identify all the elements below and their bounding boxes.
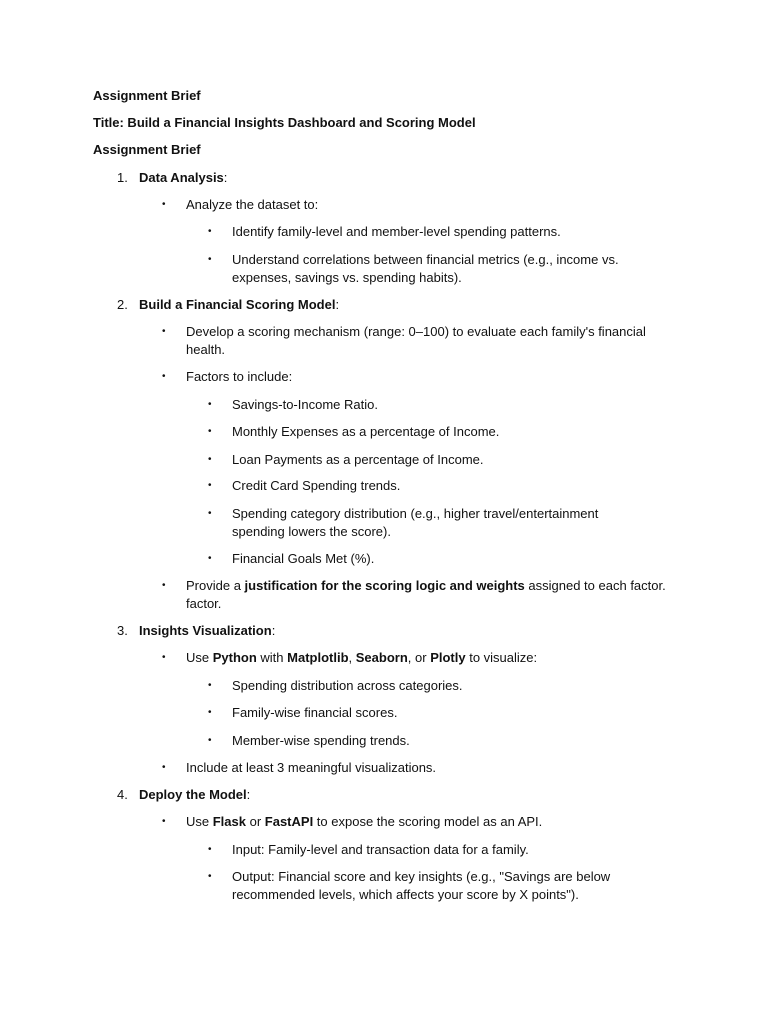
document-title: Title: Build a Financial Insights Dashboard and Scoring Model — [93, 115, 476, 130]
list-item: Use Python with Matplotlib, Seaborn, or Plotly to visualize: — [186, 650, 538, 665]
sub-list-item-line-2: recommended levels, which affects your score by X points"). — [232, 887, 579, 902]
sub-list-item: Monthly Expenses as a percentage of Income. — [232, 424, 500, 439]
bullet-glyph: • — [162, 580, 166, 591]
bullet-glyph: • — [208, 226, 212, 237]
bullet-glyph: • — [208, 553, 212, 564]
bullet-glyph: • — [208, 399, 212, 410]
section-heading: Build a Financial Scoring Model: — [139, 297, 340, 312]
bullet-glyph: • — [208, 480, 212, 491]
sub-list-item-line-1: Understand correlations between financial metrics (e.g., income vs. — [232, 252, 619, 267]
brief-label: Assignment Brief — [93, 88, 201, 103]
bullet-glyph: • — [208, 680, 212, 691]
sub-list-item: Savings-to-Income Ratio. — [232, 397, 378, 412]
bullet-glyph: • — [162, 371, 166, 382]
sub-list-item-line-1: Spending category distribution (e.g., higher travel/entertainment — [232, 506, 599, 521]
sub-list-item: Spending distribution across categories. — [232, 678, 463, 693]
list-item-line-1: Provide a justification for the scoring logic and weights assigned to each factor. — [186, 578, 666, 593]
section-number: 1. — [117, 170, 128, 185]
section-number: 2. — [117, 297, 128, 312]
bullet-glyph: • — [162, 199, 166, 210]
bullet-glyph: • — [208, 707, 212, 718]
sub-list-item-line-2: spending lowers the score). — [232, 524, 391, 539]
list-item: Factors to include: — [186, 369, 293, 384]
bullet-glyph: • — [162, 762, 166, 773]
bullet-glyph: • — [208, 844, 212, 855]
brief-label-2: Assignment Brief — [93, 142, 201, 157]
bullet-glyph: • — [208, 454, 212, 465]
section-heading: Data Analysis: — [139, 170, 228, 185]
bullet-glyph: • — [162, 326, 166, 337]
section-heading: Deploy the Model: — [139, 787, 251, 802]
bullet-glyph: • — [208, 871, 212, 882]
sub-list-item: Member-wise spending trends. — [232, 733, 410, 748]
list-item-line-1: Develop a scoring mechanism (range: 0–100) to evaluate each family's financial — [186, 324, 646, 339]
sub-list-item-line-1: Output: Financial score and key insights (e.g., "Savings are below — [232, 869, 611, 884]
section-heading: Insights Visualization: — [139, 623, 276, 638]
sub-list-item-line-2: expenses, savings vs. spending habits). — [232, 270, 462, 285]
list-item: Analyze the dataset to: — [186, 197, 319, 212]
bullet-glyph: • — [208, 254, 212, 265]
sub-list-item: Identify family-level and member-level spending patterns. — [232, 224, 561, 239]
sub-list-item: Credit Card Spending trends. — [232, 478, 401, 493]
bullet-glyph: • — [162, 816, 166, 827]
bullet-glyph: • — [208, 426, 212, 437]
section-number: 3. — [117, 623, 128, 638]
list-item-line-2: health. — [186, 342, 226, 357]
sub-list-item: Family-wise financial scores. — [232, 705, 398, 720]
section-number: 4. — [117, 787, 128, 802]
bullet-glyph: • — [162, 652, 166, 663]
sub-list-item: Input: Family-level and transaction data for a family. — [232, 842, 529, 857]
list-item: Use Flask or FastAPI to expose the scoring model as an API. — [186, 814, 543, 829]
sub-list-item: Financial Goals Met (%). — [232, 551, 375, 566]
bullet-glyph: • — [208, 508, 212, 519]
list-item: Include at least 3 meaningful visualizations. — [186, 760, 437, 775]
sub-list-item: Loan Payments as a percentage of Income. — [232, 452, 484, 467]
bullet-glyph: • — [208, 735, 212, 746]
list-item-line-2: factor. — [186, 596, 222, 611]
